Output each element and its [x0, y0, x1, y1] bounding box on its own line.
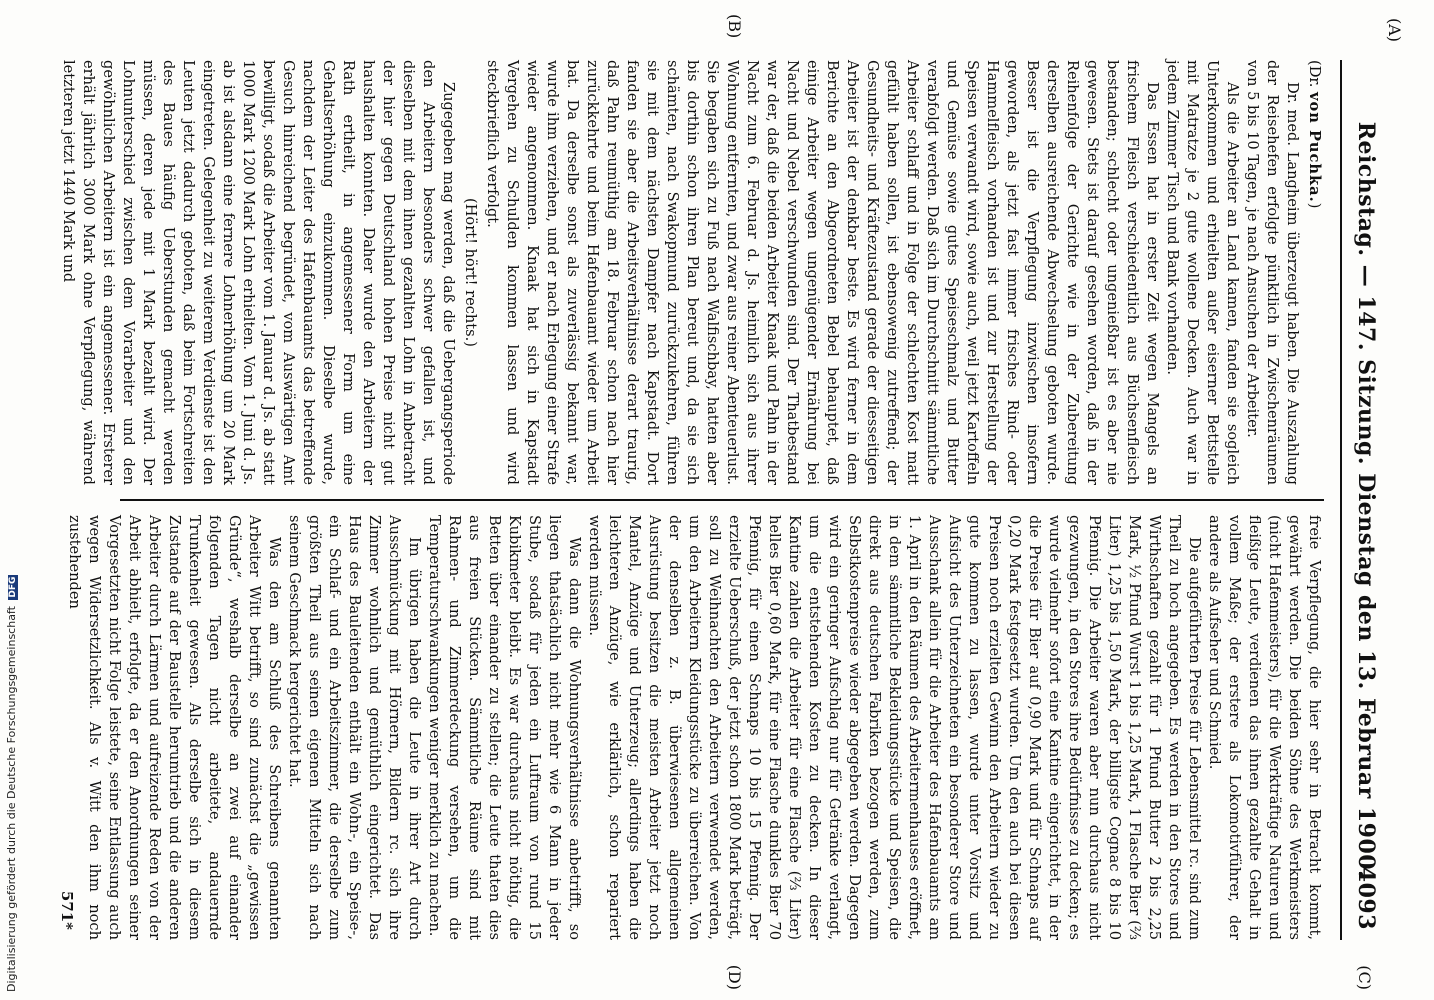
paragraph: Im übrigen haben die Leute in ihrer Art durch Ausschmückung mit Hörnern, Bildern rc. sich ihre Zimmer wohnlich und gemüthlich eingerichtet. Das Haus des Bauleitenden enthält ein Wohn-, ein Speise-, ein Schlaf- und ein Arbeitszimmer, die derselbe zum größten Theil aus seinen eigenen Mitteln sich nach seinem Geschmack hergerichtet hat. — [286, 515, 423, 940]
speaker-line — [1304, 60, 1324, 485]
speaker-suffix: ) — [1306, 202, 1323, 209]
margin-marker-d: (D) — [725, 964, 744, 990]
margin-marker-c: (C) — [1355, 965, 1374, 990]
header-rule — [1340, 60, 1342, 940]
paragraph: Was den am Schluß des Schreibens genannten Arbeiter Witt betrifft, so sind zunächst die „gewissen Gründe“, weshalb derselbe an zwei auf einander folgenden Tagen nicht arbeitete, andauernde Trunkenheit gewesen. Als derselbe sich in diesem Zustande auf der Baustelle herumtrieb und die anderen Arbeiter durch Lärmen und aufreizende Reden von der Arbeit abhielt, erfolgte, da er den Anordnungen seiner Vorgesetzten nicht Folge leistete, seine Entlassung auch wegen Widersetzlichkeit. Als v. Witt den ihm noch zustehenden — [66, 515, 283, 940]
running-title: Reichstag. — 147. Sitzung. Dienstag den 13. Februar 1900. — [1353, 121, 1379, 879]
paragraph: Zugegeben mag werden, daß die Uebergangsperiode den Arbeitern besonders schwer gefallen ist, und dieselben mit dem ihnen gezahlten Lohn in Anbetracht der hier gegen Deutschland hohen Preise nicht gut haushalten konnten. Daher wurde den Arbeitern der Rath ertheilt, in angemessener Form um eine Gehaltserhöhung einzukommen. Dieselbe wurde, nachdem der Leiter des Hafenbauamts das betreffende Gesuch hinreichend begründet, vom Auswärtigen Amt bewilligt, sodaß die Arbeiter vom 1. Januar d. Js. ab statt 1000 Mark 1200 Mark Lohn erhielten. Vom 1. Juni d. Js. ab ist alsdann eine fernere Lohnerhöhung um 20 Mark eingetreten. Gelegenheit zu weiterem Verdienste ist den Leuten jetzt dadurch geboten, daß beim Fortschreiten des Baues häufig Ueberstunden gemacht werden müssen, deren jede mit 1 Mark bezahlt wird. Der Lohnunterschied zwischen dem Vorarbeiter und den gewöhnlichen Arbeitern ist ein angemessener. Ersterer erhält jährlich 3000 Mark ohne Verpflegung, während letzteren jetzt 1440 Mark und — [60, 60, 457, 485]
margin-marker-b: (B) — [725, 14, 744, 39]
column-divider — [120, 499, 1324, 501]
left-column — [60, 60, 1324, 485]
speaker-prefix: (Dr. — [1306, 60, 1323, 88]
paragraph: Die aufgeführten Preise für Lebensmittel rc. sind zum Theil zu hoch angegeben. Es werden in den Stores und Wirthschaften gezahlt für 1 Pfund Butter 2 bis 2,25 Mark, ½ Pfund Wurst 1 bis 1,25 Mark, 1 Flasche Bier (⅔ Liter) 1,25 bis 1,50 Mark, der billigste Cognac 8 bis 10 Pfennig. Die Arbeiter waren aber nun durchaus nicht gezwungen, in den Stores ihre Bedürfnisse zu decken; es wurde vielmehr sofort eine Kantine eingerichtet, in der die Preise für Bier auf 0,90 Mark und für Schnaps auf 0,20 Mark festgesetzt wurden. Um den auch bei diesen Preisen noch erzielten Gewinn den Arbeitern wieder zu gute kommen zu lassen, wurde unter Vorsitz und Aufsicht des Unterzeichneten ein besonderer Store und Ausschank allein für die Arbeiter des Hafenbauamts am 1. April in den Räumen des Arbeitermenhauses eröffnet, in dem sämmtliche Bekleidungsstücke und Speisen, die direkt aus deutschen Fabriken bezogen werden, zum Selbstkostenpreise wieder abgegeben werden. Dagegen wird ein geringer Aufschlag nur für Getränke verlangt, um die entstehenden Kosten zu decken. In dieser Kantine zahlen die Arbeiter für eine Flasche (⅔ Liter) helles Bier 0,60 Mark, für eine Flasche dunkles Bier 70 Pfennig, für einen Schnaps 10 bis 15 Pfennig. Der erzielte Ueberschuß, der jetzt schon 1800 Mark beträgt, soll zu Weihnachten den Arbeitern verwendet werden, um den Arbeitern Kleidungsstücke zu überreichen. Von der denselben z. B. überwiesenen allgemeinen Ausrüstung besitzen die meisten Arbeiter jetzt noch Mantel, Anzüge und Unterzeug; allerdings haben die leichteren Anzüge, wie erklärlich, schon repariert werden müssen. — [586, 515, 1203, 940]
signature-mark: 571* — [58, 890, 76, 930]
speaker-name: von Puchka. — [1306, 92, 1323, 203]
page-number: 4093 — [1353, 866, 1379, 930]
dfg-logo-icon: DFG — [8, 576, 18, 598]
paragraph: Dr. med. Langheim überzeugt haben. Die Auszahlung der Reisehefen erfolgte pünktlich in Zwischenräumen von 5 bis 10 Tagen, je nach Ansuchen der Arbeiter. — [1244, 60, 1301, 485]
interjection: (Hört! hört! rechts.) — [462, 198, 479, 347]
digitization-text: Digitalisierung gefördert durch die Deutsche Forschungsgemeinschaft — [5, 606, 18, 992]
margin-marker-a: (A) — [1385, 18, 1404, 43]
paragraph: Das Essen hat in erster Zeit wegen Mangels an frischem Fleisch verschiedentlich aus Büchsenfleisch bestanden; schlecht oder ungenießbar ist es aber nie gewesen. Stets ist darauf gesehen worden, daß in der Reihenfolge der Gerichte wie in der Zubereitung derselben ausreichende Abwechselung geboten wurde. Besser ist die Verpflegung inzwischen insofern geworden, als jetzt fast immer frisches Rind- oder Hammelfleisch vorhanden ist und zur Herstellung der Speisen verwandt wird, sowie auch, weil jetzt Kartoffeln und Gemüse sowie gutes Speiseschmalz und Butter verabfolgt werden. Daß sich im Durchschnitt sämmtliche Arbeiter schlaff und in Folge der schlechten Kost matt gefühlt haben sollen, ist ebensowenig zutreffend; der Gesundheits- und Kräftezustand gerade der diesseitigen Arbeiter ist der denkbar beste. Es wird ferner in dem Berichte an den Abgeordneten Bebel behauptet, daß einige Arbeiter wegen ungenügender Ernährung bei Nacht und Nebel verschwunden sind. Der Thatbestand war der, daß die beiden Arbeiter Knaak und Pahn in der Nacht zum 6. Februar d. Js. heimlich sich aus ihrer Wohnung entfernten, und zwar aus reiner Abenteuerlust. Sie begaben sich zu Fuß nach Walfischbay, hatten aber bis dorthin schon ihren Plan bereut und, da sie sich schämten, nach Swakopmund zurückzukehren, führen sie mit dem nächsten Dampfer nach Kapstadt. Dort fanden sie aber die Arbeitsverhältnisse derart traurig, daß Pahn reumüthig am 18. Februar schon nach hier zurückkehrte und beim Hafenbauamt wieder um Arbeit bat. Da derselbe sonst als zuverlässig bekannt war, wurde ihm verziehen, und er nach Erlegung einer Strafe wieder angenommen. Knaak hat sich in Kapstadt Vergehen zu Schulden kommen lassen und wird steckbrieflich verfolgt. — [484, 60, 1161, 485]
running-head — [1346, 60, 1386, 940]
paragraph: Als die Arbeiter an Land kamen, fanden sie sogleich Unterkommen und erhielten außer eiserner Bettstelle mit Matratze je 2 gute wollene Decken. Auch war in jedem Zimmer Tisch und Bank vorhanden. — [1164, 60, 1241, 485]
paragraph: Was dann die Wohnungsverhältnisse anbetrifft, so liegen thatsächlich nicht mehr wie 6 Mann in jeder Stube, sodaß für jeden ein Luftraum von rund 15 Kubikmeter bleibt. Es war durchaus nicht nöthig, die Betten über einander zu stellen; die Leute thaten dies aus freien Stücken. Sämmtliche Räume sind mit Rahmen- und Zimmerdeckung versehen, um die Temperaturschwankungen weniger merklich zu machen. — [426, 515, 583, 940]
paragraph: freie Verpflegung, die hier sehr in Betracht kommt, gewährt werden. Die beiden Söhne des Werkmeisters (nicht Hafenmeisters), für die Werkträftige Naturen und fleißige Leute, verdienen das ihnen gezahlte Gehalt in vollem Maße; der erstere als Lokomotivführer, der andere als Aufseher und Schmied. — [1206, 515, 1323, 940]
